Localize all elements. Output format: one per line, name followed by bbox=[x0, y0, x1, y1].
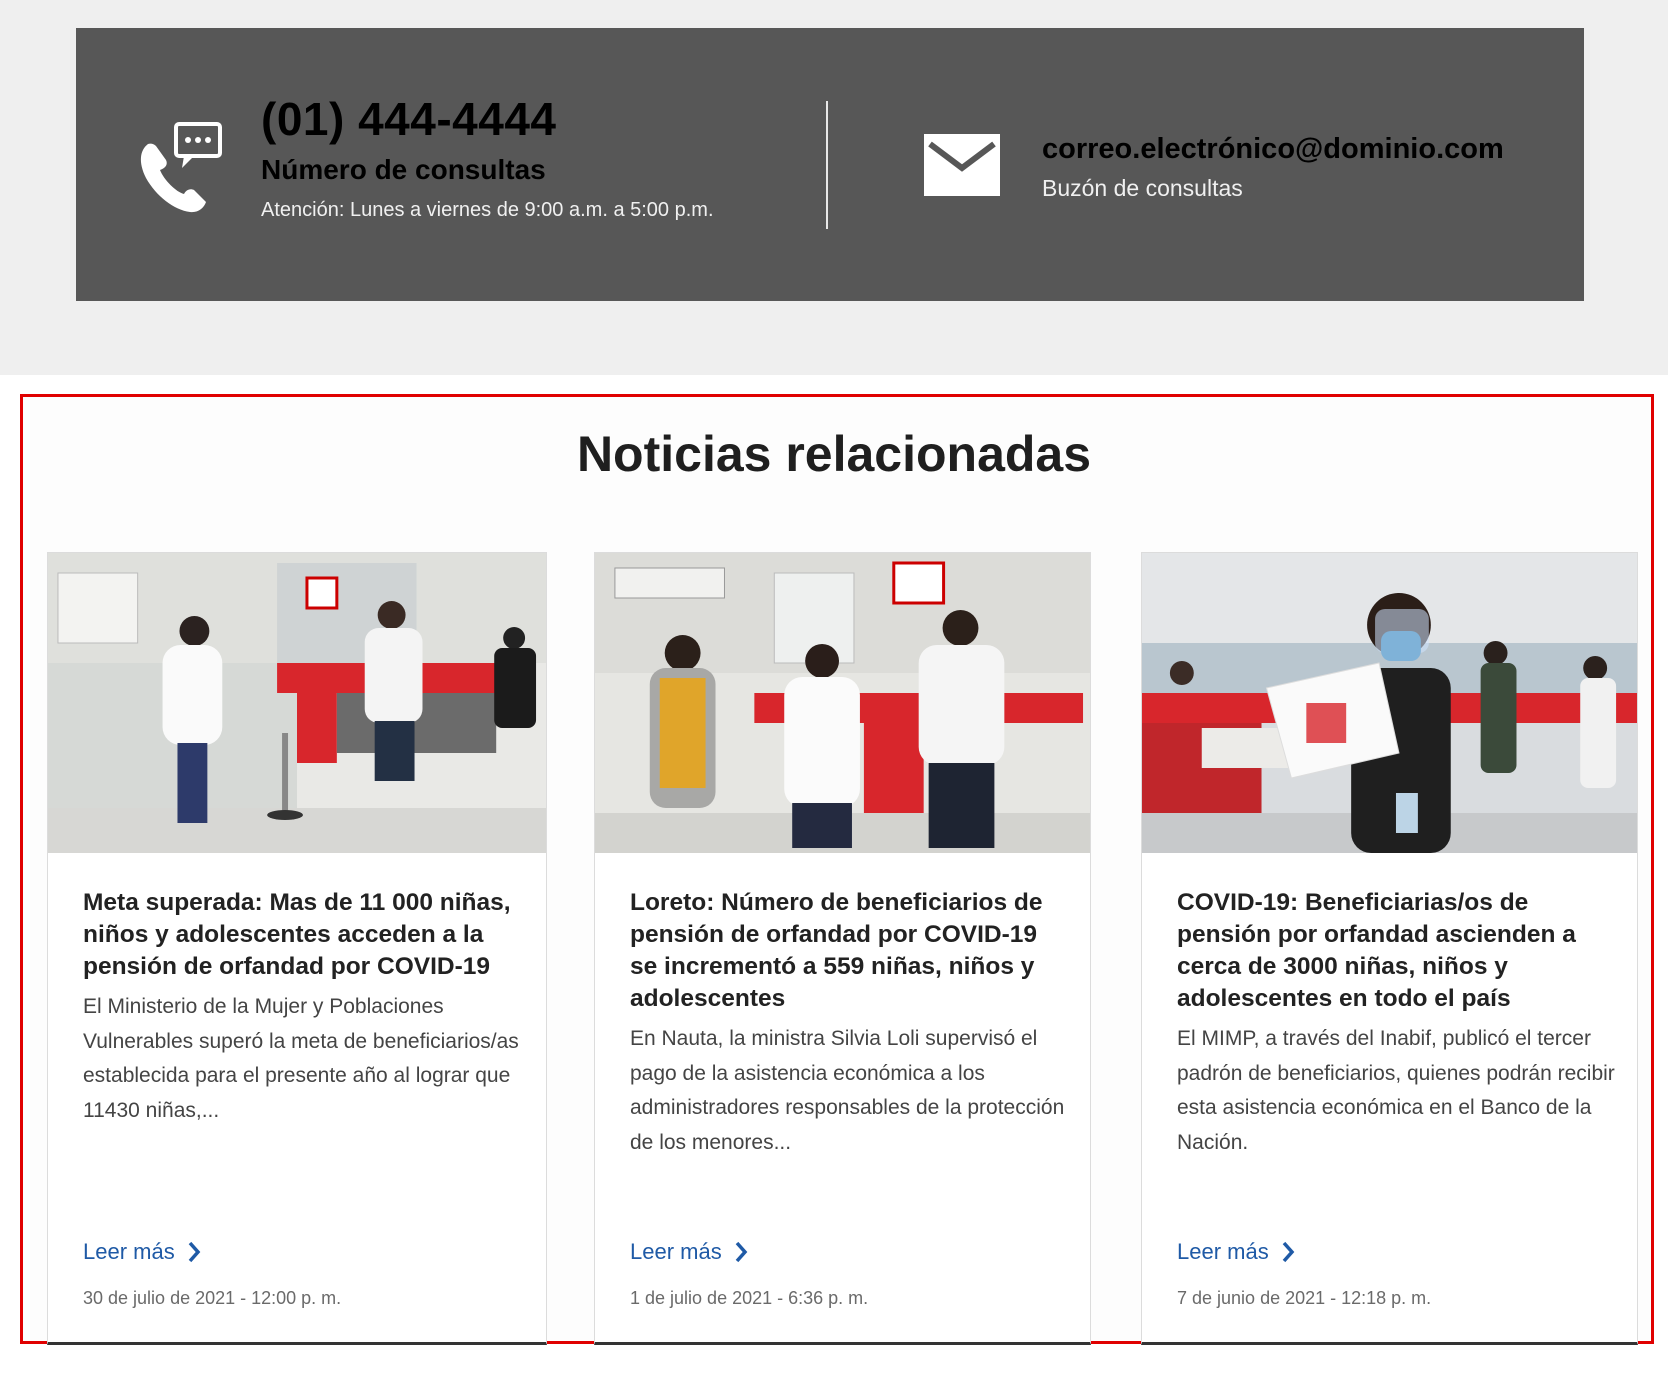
read-more-link[interactable] bbox=[1177, 1239, 1295, 1265]
envelope-icon bbox=[924, 134, 1000, 196]
news-description: El Ministerio de la Mujer y Poblaciones Vulnerables superó la meta de beneficiarios/as establecida para el presente año al lograr que 11430 niñas,... bbox=[83, 995, 519, 1122]
phone-hours: Atención: Lunes a viernes de 9:00 a.m. a 5:00 p.m. bbox=[261, 199, 714, 221]
contact-email[interactable]: correo.electrónico@dominio.com bbox=[1042, 133, 1504, 165]
news-card[interactable] bbox=[1141, 552, 1638, 1345]
news-photo[interactable] bbox=[595, 553, 1090, 853]
chevron-right-icon bbox=[1281, 1241, 1295, 1263]
section-title: Noticias relacionadas bbox=[576, 426, 1092, 482]
news-title[interactable]: Meta superada: Mas de 11 000 niñas, niños y adolescentes acceden a la pensión de orfandad por COVID-19 bbox=[83, 889, 511, 980]
news-card[interactable] bbox=[47, 552, 547, 1345]
news-title[interactable]: COVID-19: Beneficiarias/os de pensión por orfandad ascienden a cerca de 3000 niñas, niños y adolescentes en todo el país bbox=[1177, 889, 1576, 1012]
email-label: Buzón de consultas bbox=[1042, 175, 1243, 201]
news-date: 30 de julio de 2021 - 12:00 p. m. bbox=[83, 1288, 342, 1308]
news-description: El MIMP, a través del Inabif, publicó el tercer padrón de beneficiarios, quienes podrán recibir esta asistencia económica en el Banco de la Nación. bbox=[1177, 1027, 1615, 1154]
news-description: En Nauta, la ministra Silvia Loli supervisó el pago de la asistencia económica a los administradores responsables de la protección de los menores... bbox=[630, 1027, 1065, 1154]
chevron-right-icon bbox=[734, 1241, 748, 1263]
read-more-label[interactable]: Leer más bbox=[83, 1239, 175, 1264]
read-more-link[interactable] bbox=[630, 1239, 748, 1265]
news-title[interactable]: Loreto: Número de beneficiarios de pensión de orfandad por COVID-19 se incrementó a 559 niñas, niños y adolescentes bbox=[630, 889, 1043, 1012]
news-photo[interactable] bbox=[48, 553, 546, 853]
chevron-right-icon bbox=[187, 1241, 201, 1263]
news-date: 7 de junio de 2021 - 12:18 p. m. bbox=[1177, 1288, 1432, 1308]
news-date: 1 de julio de 2021 - 6:36 p. m. bbox=[630, 1288, 869, 1308]
phone-chat-icon bbox=[138, 122, 228, 214]
read-more-label[interactable]: Leer más bbox=[1177, 1239, 1269, 1264]
contact-divider bbox=[826, 101, 828, 229]
read-more-label[interactable]: Leer más bbox=[630, 1239, 722, 1264]
read-more-link[interactable] bbox=[83, 1239, 201, 1265]
phone-number[interactable]: (01) 444-4444 bbox=[261, 93, 557, 145]
phone-label: Número de consultas bbox=[261, 154, 546, 185]
news-card[interactable] bbox=[594, 552, 1091, 1345]
news-photo[interactable] bbox=[1142, 553, 1637, 853]
